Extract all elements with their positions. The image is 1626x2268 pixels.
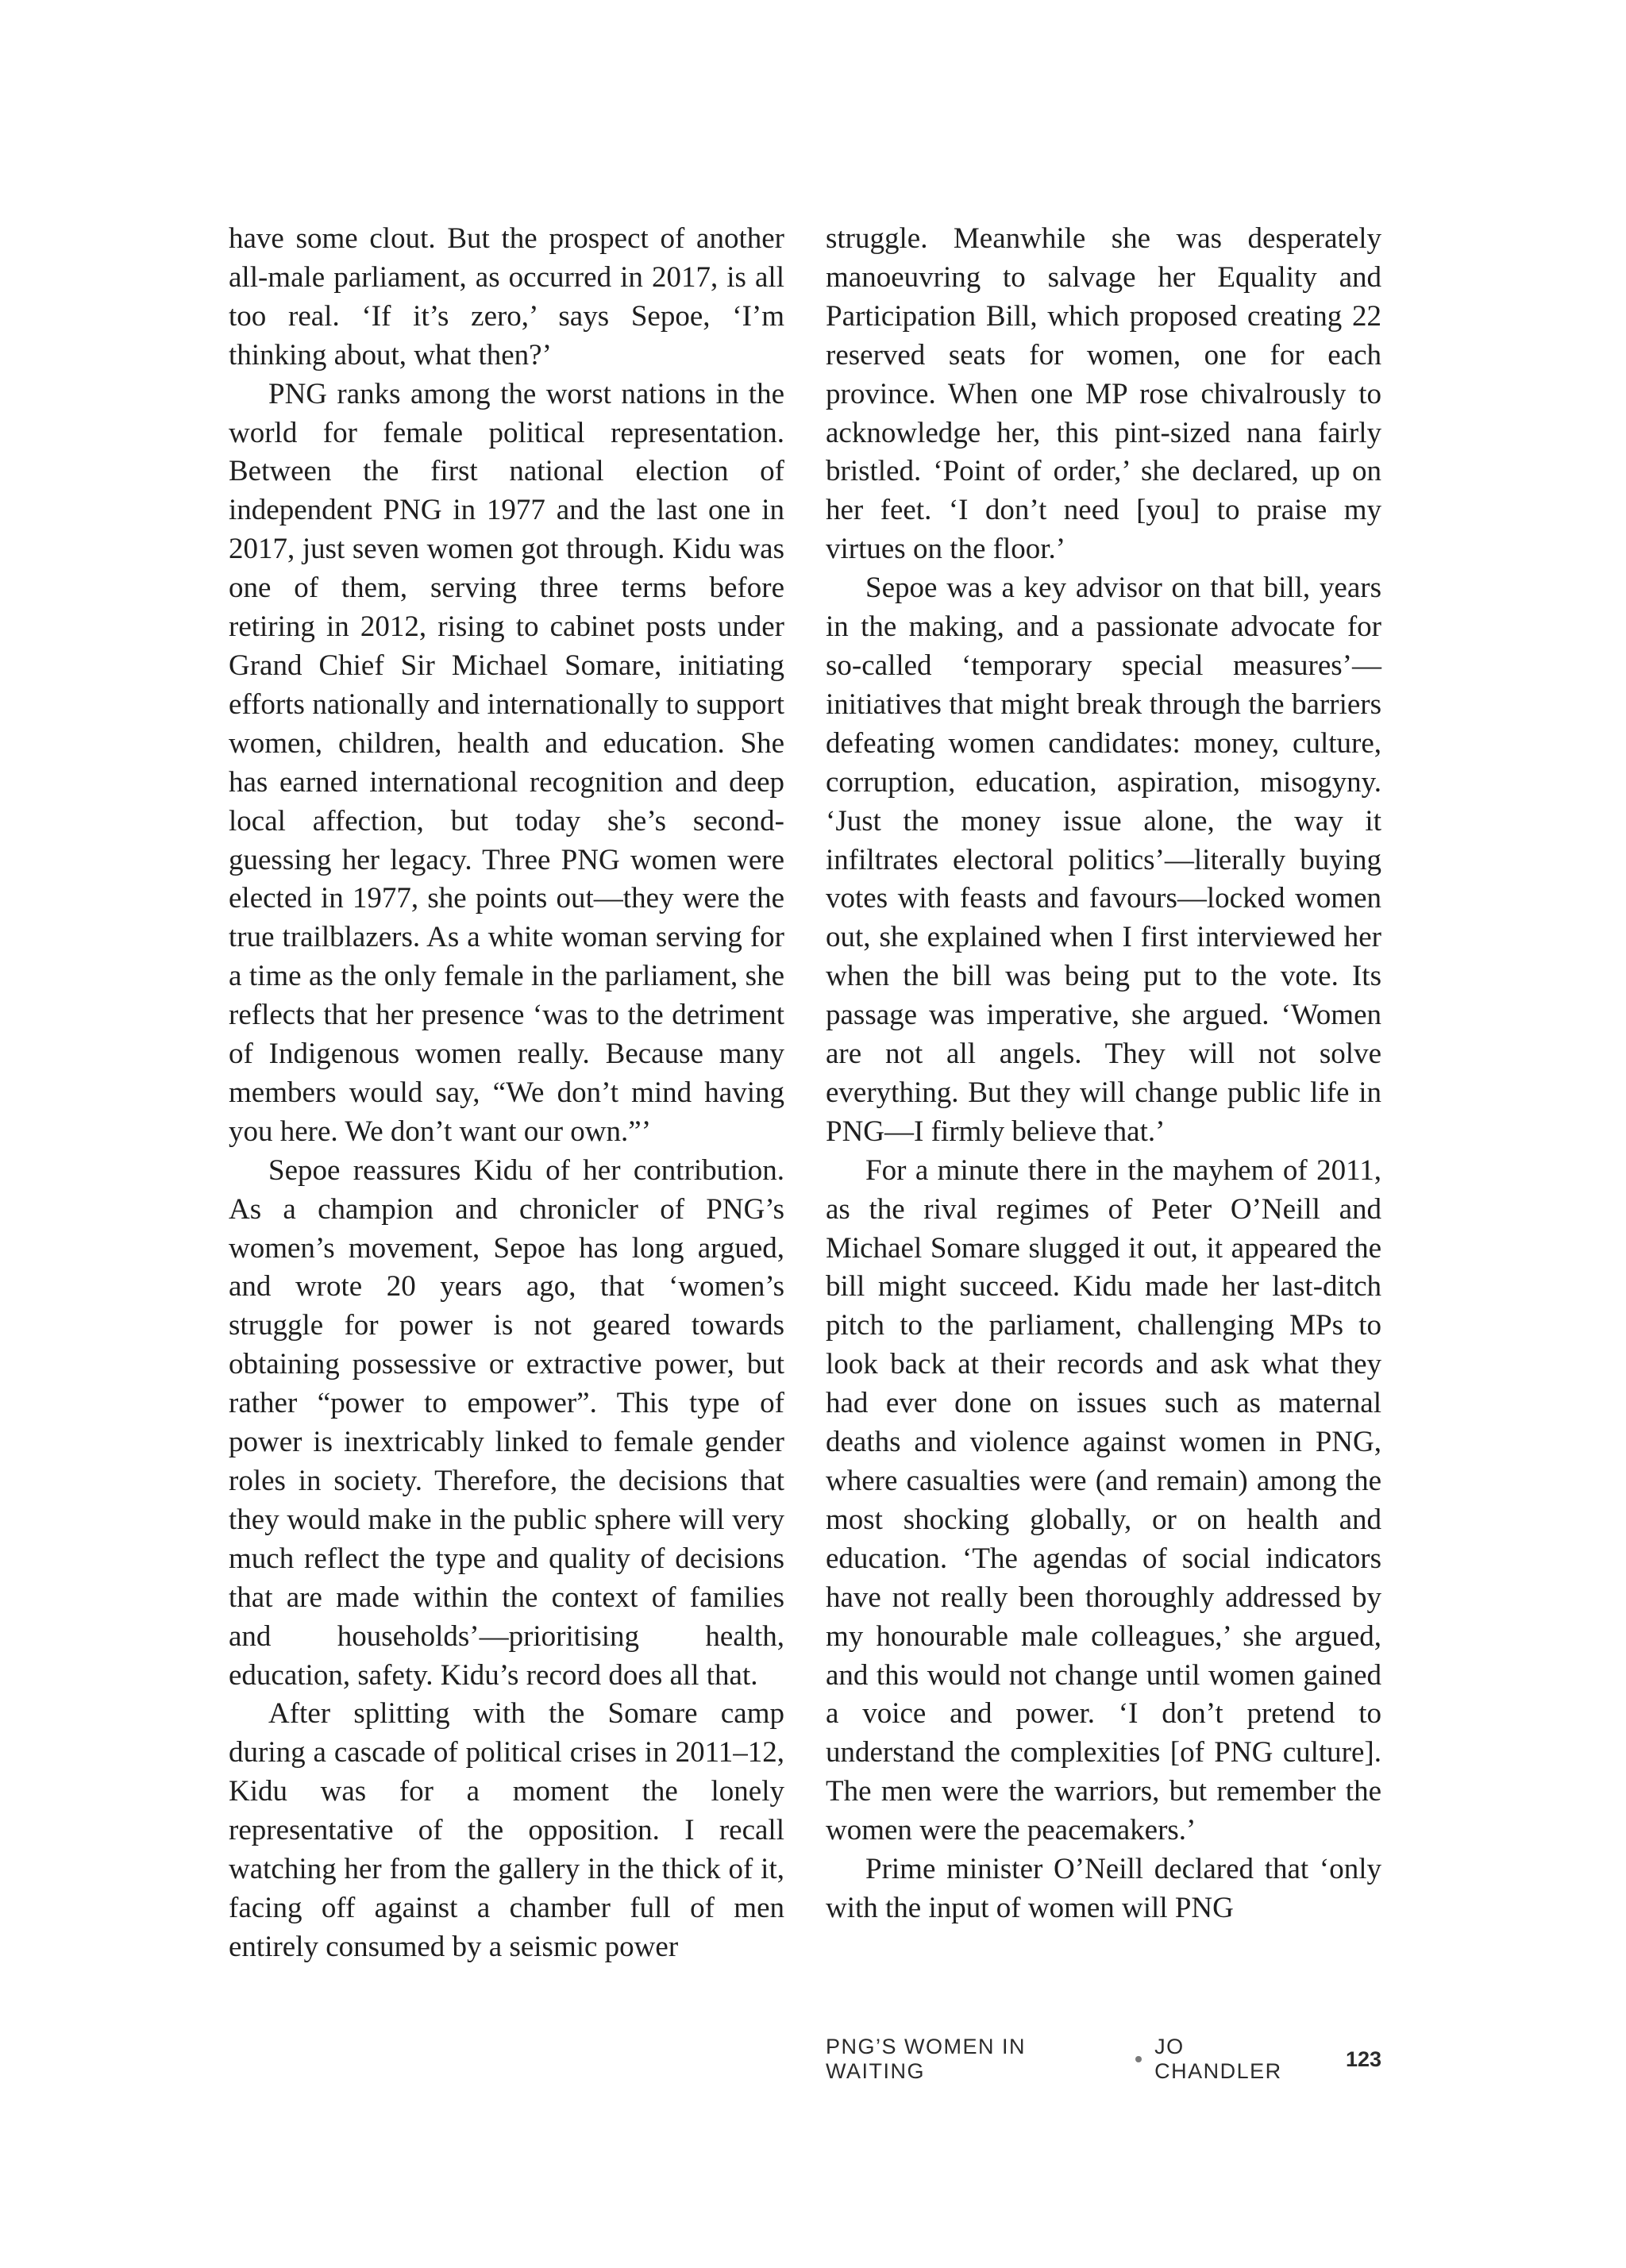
paragraph: PNG ranks among the worst nations in the world for female political representation. Between the first national election of independent PNG in 1977 and the last one in 2017, just seven women got through. Kidu was one of them, serving three terms before retiring in 2012, rising to cabinet posts under Grand Chief Sir Michael Somare, initiating efforts nationally and internationally to support women, children, health and education. She has earned international recognition and deep local affection, but today she’s second-guessing her legacy. Three PNG women were elected in 1977, she points out—they were the true trailblazers. As a white woman serving for a time as the only female in the parliament, she reflects that her presence ‘was to the detriment of Indigenous women really. Because many members would say, “We don’t mind having you here. We don’t want our own.”’ <box>229 377 784 1148</box>
running-head-title: PNG’S WOMEN IN WAITING <box>826 2035 1027 2083</box>
paragraph: After splitting with the Somare camp during a cascade of political crises in 2011–12, Kidu was for a moment the lonely representative of the opposition. I recall watching her from the gallery in the thick of it, facing off against a chamber full of men entirely consumed by a seismic power <box>229 1697 784 1963</box>
left-text-column <box>229 220 784 1967</box>
running-head-author: JO CHANDLER <box>1154 2035 1282 2083</box>
page-number: 123 <box>1345 2047 1381 2071</box>
paragraph: Sepoe was a key advisor on that bill, years in the making, and a passionate advocate for so-called ‘temporary special measures’—initiatives that might break through the barriers defeating women candidates: money, culture, corruption, education, aspiration, misogyny. ‘Just the money issue alone, the way it infiltrates electoral politics’—literally buying votes with feasts and favours—locked women out, she explained when I first interviewed her when the bill was being put to the vote. Its passage was imperative, she argued. ‘Women are not all angels. They will not solve everything. But they will change public life in PNG—I firmly believe that.’ <box>826 572 1381 1148</box>
paragraph: For a minute there in the mayhem of 2011, as the rival regimes of Peter O’Neill and Michael Somare slugged it out, it appeared the bill might succeed. Kidu made her last-ditch pitch to the parliament, challenging MPs to look back at their records and ask what they had ever done on issues such as maternal deaths and violence against women in PNG, where casualties were (and remain) among the most shocking globally, or on health and education. ‘The agendas of social indicators have not really been thoroughly addressed by my honourable male colleagues,’ she argued, and this would not change until women gained a voice and power. ‘I don’t pretend to understand the complexities [of PNG culture]. The men were the warriors, but remember the women were the peacemakers.’ <box>826 1153 1381 1847</box>
paragraph: Sepoe reassures Kidu of her contribution. As a champion and chronicler of PNG’s women’s movement, Sepoe has long argued, and wrote 20 years ago, that ‘women’s struggle for power is not geared towards obtaining possessive or extractive power, but rather “power to empower”. This type of power is inextricably linked to female gender roles in society. Therefore, the decisions that they would make in the public sphere will very much reflect the type and quality of decisions that are made within the context of families and households’—prioritising health, education, safety. Kidu’s record does all that. <box>229 1153 784 1692</box>
paragraph: have some clout. But the prospect of another all-male parliament, as occurred in 2017, is all too real. ‘If it’s zero,’ says Sepoe, ‘I’m thinking about, what then?’ <box>229 222 784 372</box>
page-footer <box>826 2035 1381 2083</box>
bullet-separator-icon <box>1135 2056 1142 2062</box>
right-text-column <box>826 220 1381 1928</box>
paragraph: Prime minister O’Neill declared that ‘only with the input of women will PNG <box>826 1853 1381 1924</box>
paragraph: struggle. Meanwhile she was desperately manoeuvring to salvage her Equality and Participation Bill, which proposed creating 22 reserved seats for women, one for each province. When one MP rose chivalrously to acknowledge her, this pint-sized nana fairly bristled. ‘Point of order,’ she declared, up on her feet. ‘I don’t need [you] to praise my virtues on the floor.’ <box>826 222 1381 566</box>
